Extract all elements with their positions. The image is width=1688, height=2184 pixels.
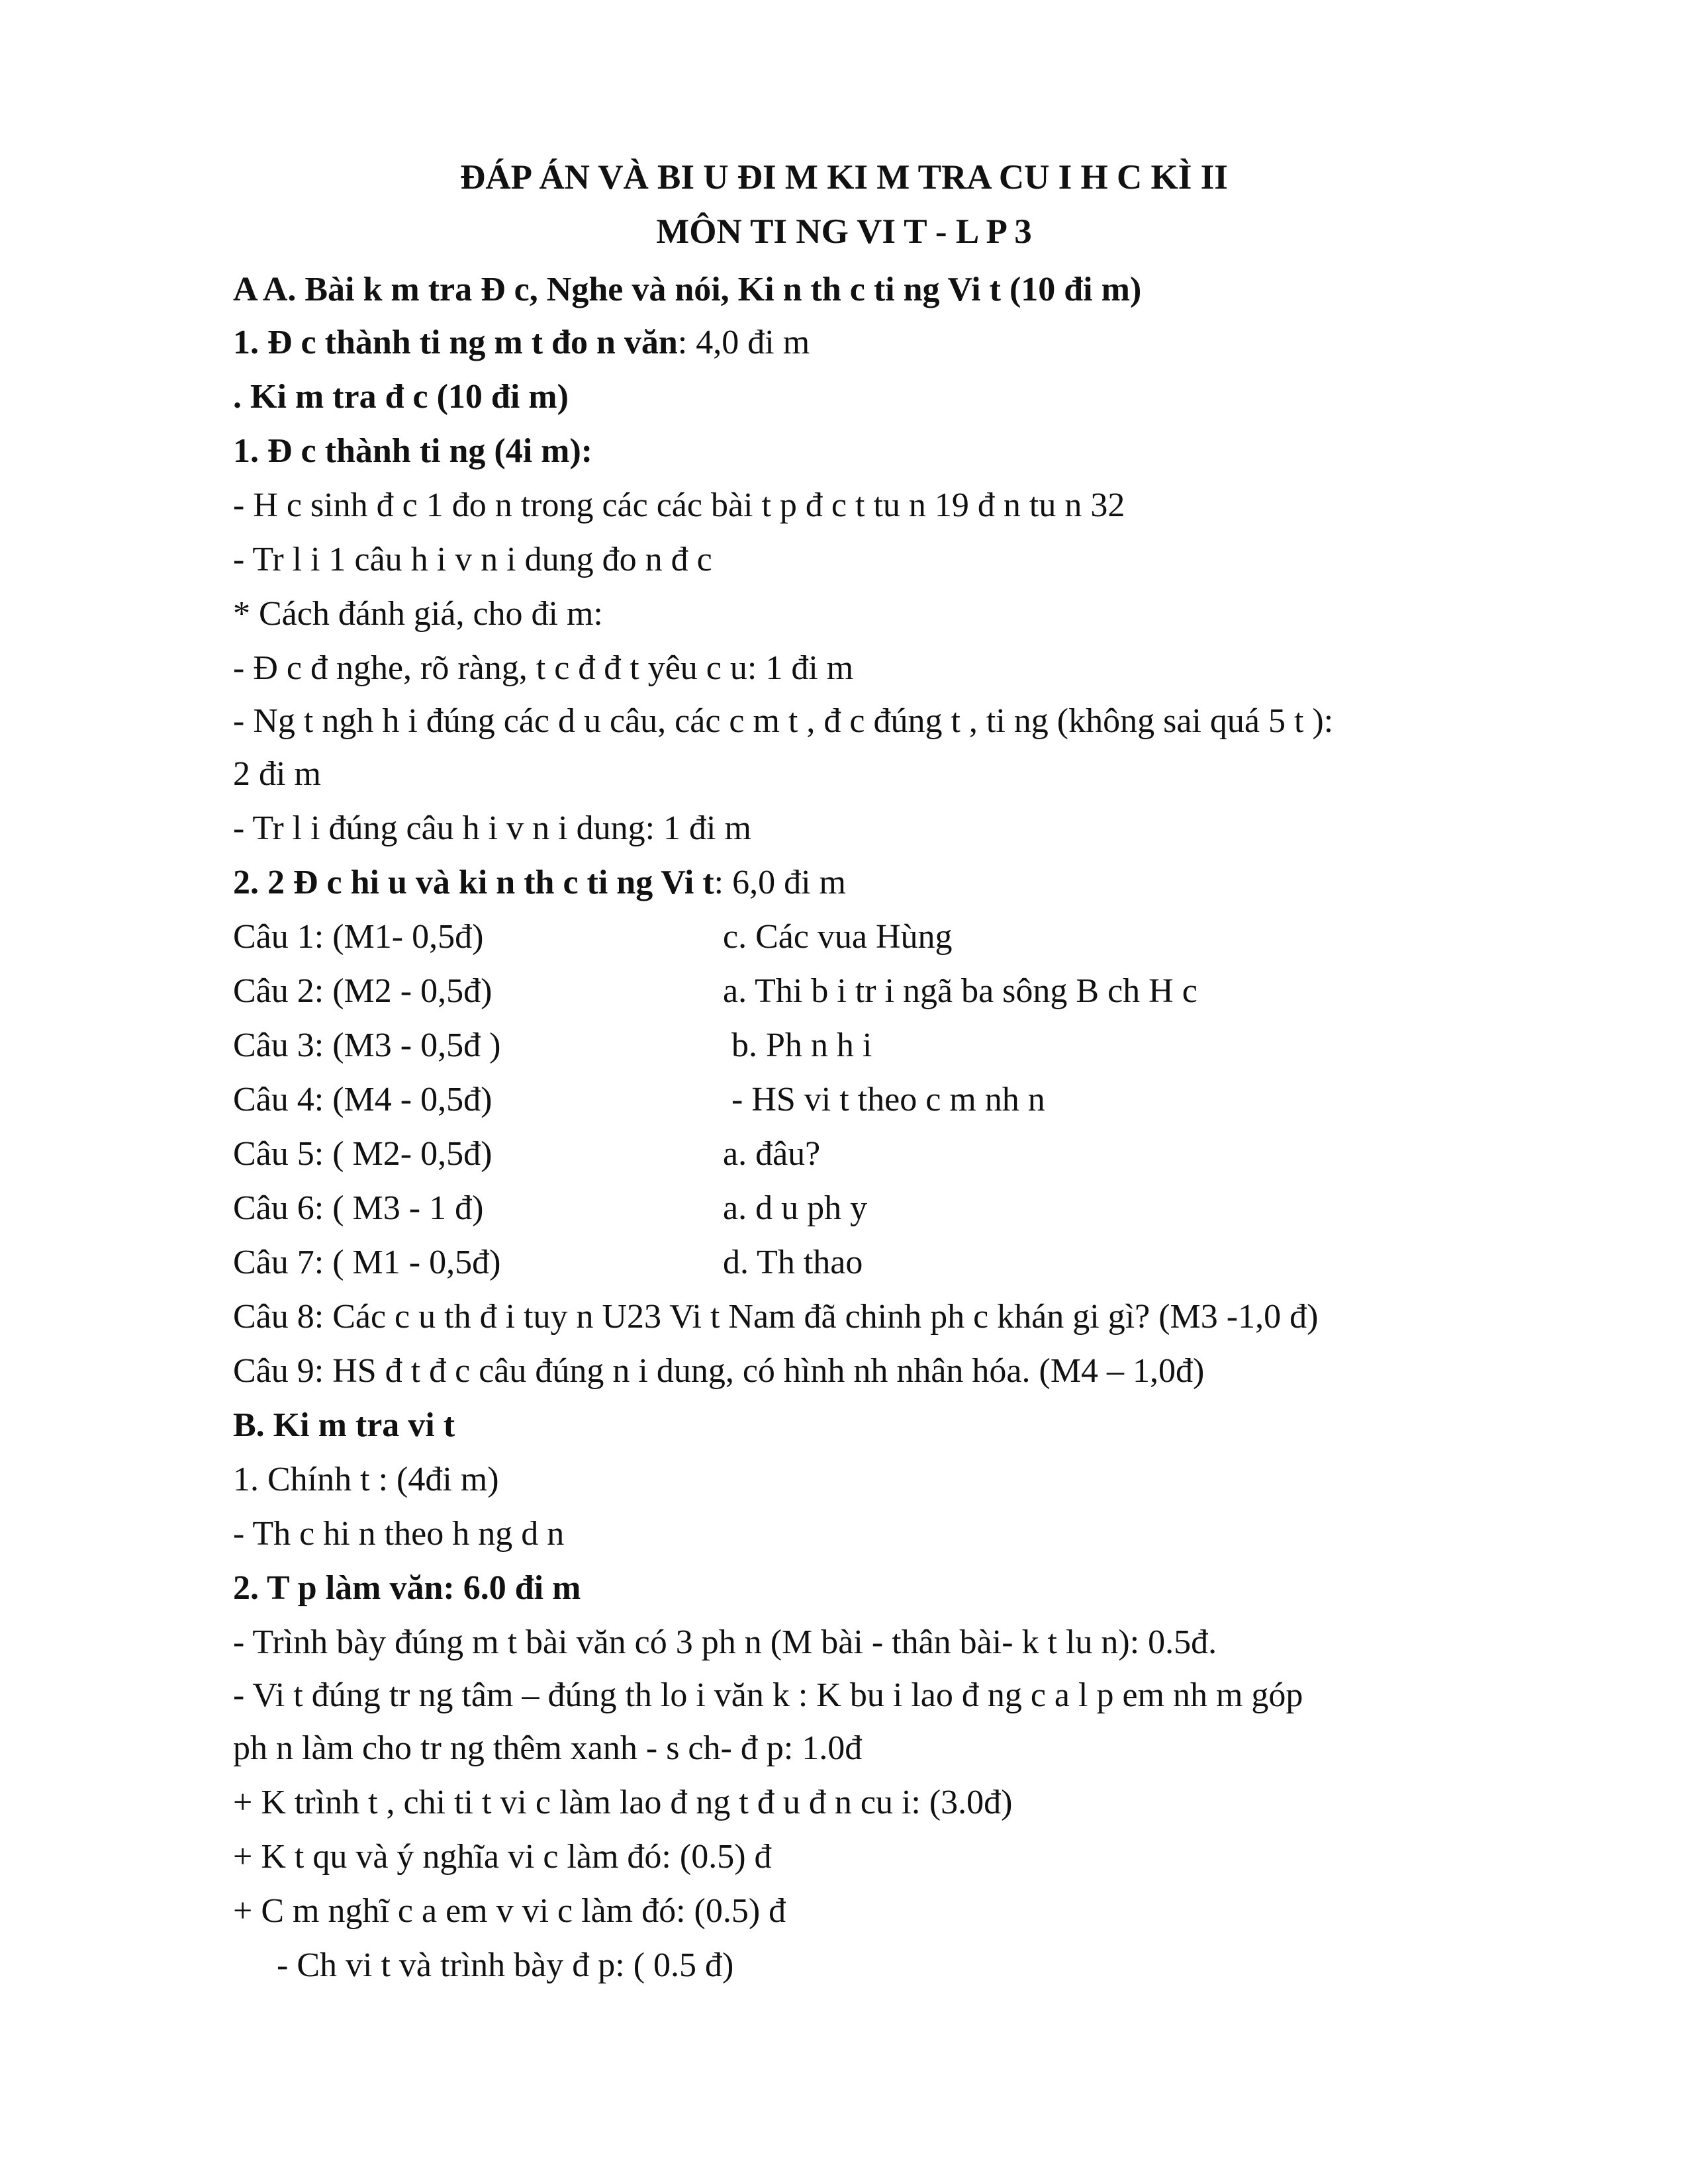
- question-8: Câu 8: Các c u th đ i tuy n U23 Vi t Nam đã chinh ph c khán gi gì? (M3 -1,0 đ): [233, 1298, 1319, 1336]
- answer-4: - HS vi t theo c m nh n: [723, 1081, 1045, 1118]
- reading-test-heading: . Ki m tra đ c (10 đi m): [233, 378, 569, 416]
- reading-aloud-score: : 4,0 đi m: [677, 324, 810, 361]
- composition-structure: - Trình bày đúng m t bài văn có 3 ph n (M bài - thân bài- k t lu n): 0.5đ.: [233, 1623, 1217, 1661]
- question-6: Câu 6: ( M3 - 1 đ): [233, 1189, 484, 1227]
- answer-5: a. đâu?: [723, 1135, 821, 1173]
- criteria-pause-line-2: 2 đi m: [233, 755, 321, 793]
- criteria-pause-line-1: - Ng t ngh h i đúng các d u câu, các c m t , đ c đúng t , ti ng (không sai quá 5 t ):: [233, 702, 1334, 740]
- answer-7: d. Th thao: [723, 1244, 863, 1281]
- composition-focus-line-2: ph n làm cho tr ng thêm xanh - s ch- đ p: 1.0đ: [233, 1729, 863, 1767]
- reading-comprehension-score: : 6,0 đi m: [714, 864, 846, 901]
- answer-2: a. Thi b i tr i ngã ba sông B ch H c: [723, 972, 1197, 1010]
- handwriting-criteria: - Ch vi t và trình bày đ p: ( 0.5 đ): [277, 1946, 734, 1984]
- answer-6: a. d u ph y: [723, 1189, 868, 1227]
- section-a-heading: A A. Bài k m tra Đ c, Nghe và nói, Ki n th c ti ng Vi t (10 đi m): [233, 271, 1142, 308]
- reading-aloud-label: 1. Đ c thành ti ng m t đo n văn: [233, 324, 678, 361]
- answer-3: b. Ph n h i: [723, 1026, 872, 1064]
- reading-comprehension-label: 2. 2 Đ c hi u và ki n th c ti ng Vi t: [233, 864, 714, 901]
- student-read-text: - H c sinh đ c 1 đo n trong các các bài t p đ c t tu n 19 đ n tu n 32: [233, 486, 1125, 524]
- composition-feelings: + C m nghĩ c a em v vi c làm đó: (0.5) đ: [233, 1892, 786, 1930]
- composition-focus-line-1: - Vi t đúng tr ng tâm – đúng th lo i văn k : K bu i lao đ ng c a l p em nh m góp: [233, 1676, 1303, 1714]
- criteria-read-clearly: - Đ c đ nghe, rõ ràng, t c đ đ t yêu c u: 1 đi m: [233, 649, 854, 687]
- question-5: Câu 5: ( M2- 0,5đ): [233, 1135, 492, 1173]
- title-line-2: MÔN TI NG VI T - L P 3: [656, 212, 1032, 251]
- title-line-1: ĐÁP ÁN VÀ BI U ĐI M KI M TRA CU I H C KÌ II: [460, 158, 1228, 197]
- criteria-answer-correct: - Tr l i đúng câu h i v n i dung: 1 đi m: [233, 809, 751, 847]
- composition-sequence: + K trình t , chi ti t vi c làm lao đ ng t đ u đ n cu i: (3.0đ): [233, 1784, 1013, 1821]
- composition-result: + K t qu và ý nghĩa vi c làm đó: (0.5) đ: [233, 1838, 772, 1876]
- question-3: Câu 3: (M3 - 0,5đ ): [233, 1026, 501, 1064]
- reading-aloud-line: [233, 323, 810, 363]
- reading-aloud-heading: 1. Đ c thành ti ng (4i m):: [233, 432, 593, 470]
- question-9: Câu 9: HS đ t đ c câu đúng n i dung, có hình nh nhân hóa. (M4 – 1,0đ): [233, 1352, 1205, 1390]
- evaluation-heading: * Cách đánh giá, cho đi m:: [233, 595, 603, 633]
- question-1: Câu 1: (M1- 0,5đ): [233, 918, 484, 956]
- reading-comprehension-line: [233, 863, 846, 903]
- section-b-heading: B. Ki m tra vi t: [233, 1406, 455, 1444]
- composition-heading: 2. T p làm văn: 6.0 đi m: [233, 1569, 581, 1607]
- answer-1: c. Các vua Hùng: [723, 918, 953, 956]
- question-4: Câu 4: (M4 - 0,5đ): [233, 1081, 492, 1118]
- question-2: Câu 2: (M2 - 0,5đ): [233, 972, 492, 1010]
- question-7: Câu 7: ( M1 - 0,5đ): [233, 1244, 501, 1281]
- answer-question-text: - Tr l i 1 câu h i v n i dung đo n đ c: [233, 541, 712, 578]
- spelling-heading: 1. Chính t : (4đi m): [233, 1461, 499, 1498]
- spelling-instruction: - Th c hi n theo h ng d n: [233, 1515, 565, 1553]
